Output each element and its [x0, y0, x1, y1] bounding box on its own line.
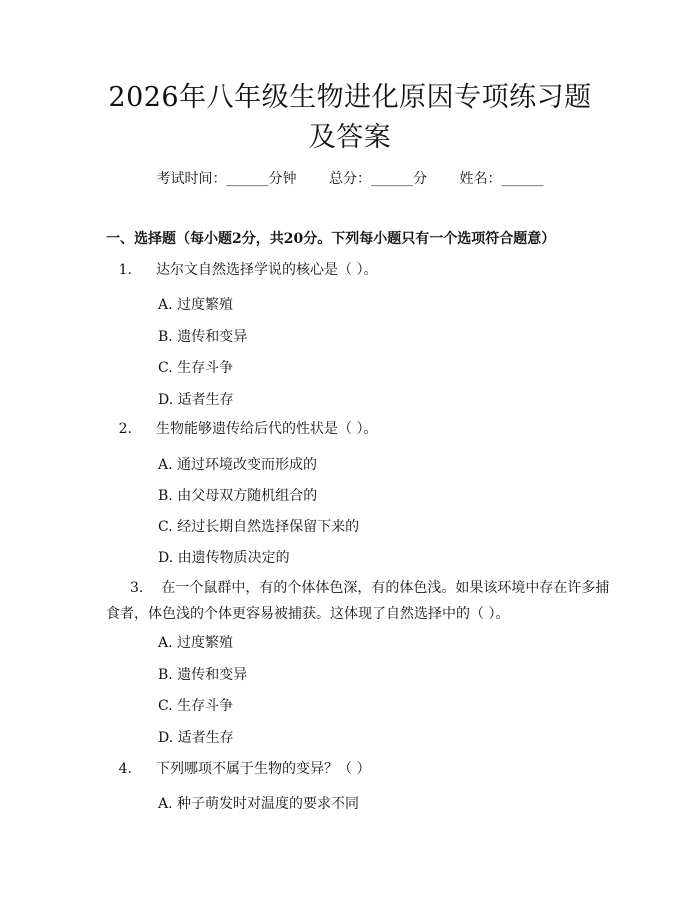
question-number: 2. [118, 421, 132, 437]
option-2a: A. 通过环境改变而形成的 [158, 457, 318, 473]
option-1c: C. 生存斗争 [158, 360, 234, 376]
question-text: 达尔文自然选择学说的核心是（ ）。 [156, 262, 378, 278]
exam-time: 考试时间：______分钟 [156, 171, 297, 187]
total-score: 总分：______分 [329, 171, 427, 187]
question-text: 在一个鼠群中，有的个体体色深，有的体色浅。如果该环境中存在许多捕食者，体色浅的个体更容易被捕获。这体现了自然选择中的（ ）。 [106, 580, 610, 622]
option-3c: C. 生存斗争 [158, 698, 234, 714]
question-4 [106, 756, 612, 782]
question-number: 1. [118, 262, 132, 278]
option-3b: B. 遗传和变异 [158, 667, 248, 683]
question-3 [106, 575, 612, 627]
option-2c: C. 经过长期自然选择保留下来的 [158, 519, 360, 535]
question-number: 4. [118, 761, 132, 777]
option-2b: B. 由父母双方随机组合的 [158, 488, 318, 504]
option-3d: D. 适者生存 [158, 730, 234, 746]
page-title: 2026年八年级生物进化原因专项练习题及答案 [108, 82, 592, 153]
option-1d: D. 适者生存 [158, 392, 234, 408]
option-1b: B. 遗传和变异 [158, 329, 248, 345]
section-heading: 一、选择题（每小题2分，共20分。下列每小题只有一个选项符合题意） [106, 231, 556, 247]
option-2d: D. 由遗传物质决定的 [158, 550, 290, 566]
option-4a: A. 种子萌发时对温度的要求不同 [158, 796, 360, 812]
option-1a: A. 过度繁殖 [158, 297, 234, 313]
student-name: 姓名：______ [459, 171, 544, 187]
question-number: 3. [130, 580, 144, 596]
question-text: 生物能够遗传给后代的性状是（ ）。 [156, 421, 378, 437]
question-1 [106, 257, 612, 283]
question-text: 下列哪项不属于生物的变异？（ ） [156, 761, 371, 777]
exam-meta [0, 168, 700, 188]
option-3a: A. 过度繁殖 [158, 635, 234, 651]
question-2 [106, 416, 612, 442]
